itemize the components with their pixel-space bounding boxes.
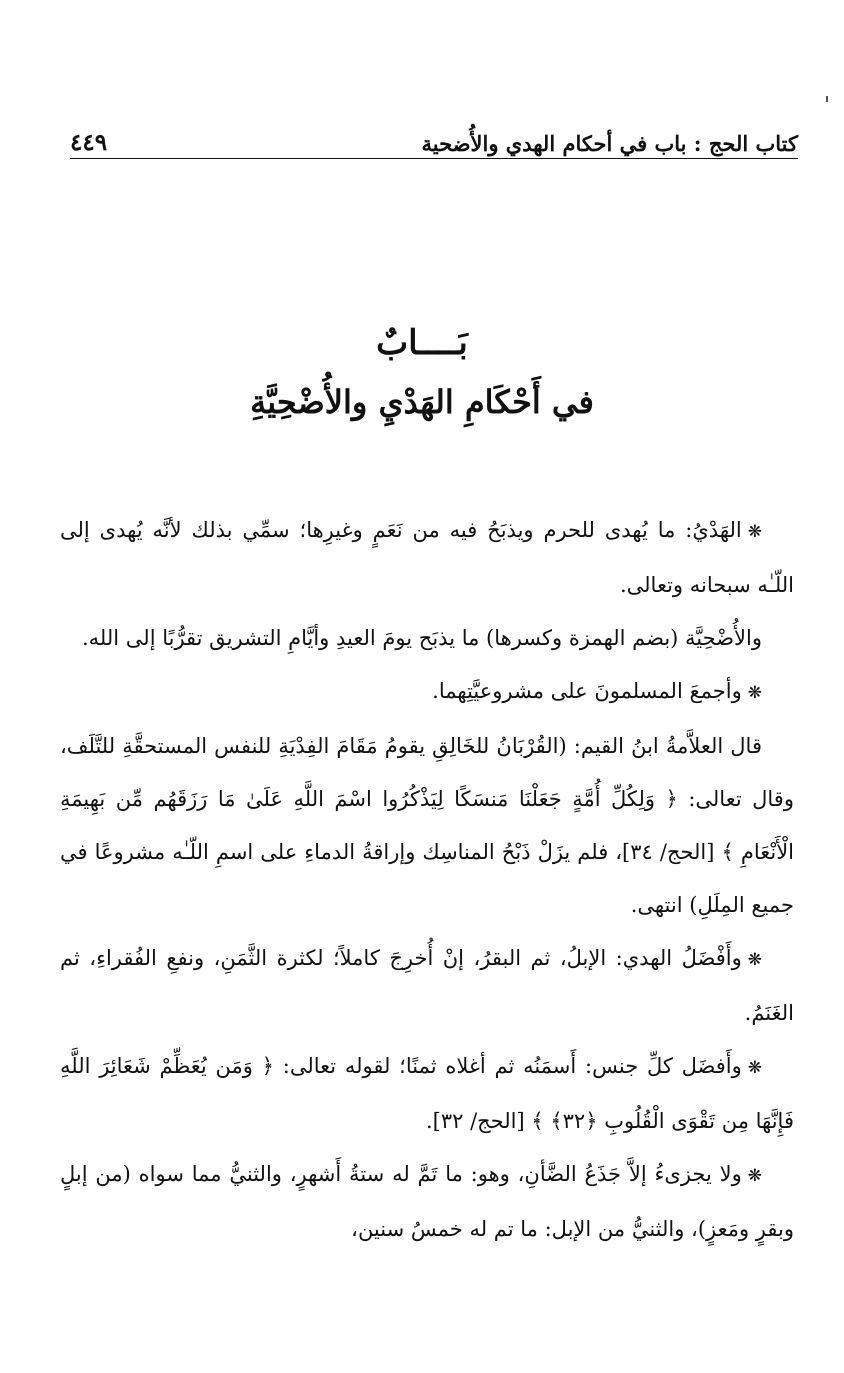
paragraph-text: [الحج/ ٣٢].	[425, 1109, 532, 1133]
paragraph-text: والأُضْحِيَّة (بضم الهمزة وكسرها) ما يذبَح يومَ العيدِ وأيَّامِ التشريق تقرُّبًا إلى الله.	[82, 626, 762, 650]
paragraph-ibn-qayyim-quote	[60, 720, 794, 932]
paragraph-text: وأجمعَ المسلمونَ على مشروعيَّتِهما.	[432, 679, 742, 703]
header-rule	[70, 158, 798, 159]
paragraph-text: وأَفْضَلُ الهدي: الإبلُ، ثم البقرُ، إنْ أُخرِجَ كاملاً؛ لكثرة الثَّمَنِ، ونفعِ الفُقراءِ، ثم الغَنَمُ.	[60, 946, 794, 1025]
chapter-title: في أَحْكَامِ الهَدْيِ والأُضْحِيَّةِ	[250, 383, 594, 421]
body-text	[60, 504, 794, 1256]
paragraph-age-rules	[60, 1148, 794, 1256]
star-icon: ❋	[747, 683, 762, 703]
paragraph-text: [الحج/ ٣٤]، فلم يزَلْ ذَبْحُ المناسِك وإراقةُ الدماءِ على اسمِ اللّـٰه مشروعًا في جميع المِلَلِ) انتهى.	[60, 840, 794, 917]
quran-verse: ﴿ وَلِكُلِّ أُمَّةٍ جَعَلْنَا مَنسَكًا لِيَذْكُرُوا اسْمَ اللَّهِ عَلَىٰ مَا رَزَقَهُم مِّن بَهِيمَةِ الْأَنْعَامِ ﴾	[60, 787, 795, 864]
chapter-heading	[60, 320, 784, 430]
star-icon: ❋	[747, 1058, 763, 1078]
star-icon: ❋	[747, 1166, 762, 1186]
star-icon: ❋	[747, 522, 762, 542]
paragraph-hady-definition	[60, 504, 794, 612]
paragraph-text: قال العلاَّمةُ ابنُ القيم: (القُرْبَانُ للخَالِقِ يقومُ مَقَامَ الفِدْيَةِ للنفس المستحقَّةِ للتَّلَف، وقال تعالى:	[60, 734, 794, 811]
paragraph-text: الهَدْيُ: ما يُهدى للحرم ويذبَحُ فيه من نَعَمٍ وغيرِها؛ سمِّي بذلك لأنَّه يُهدى إلى اللّـٰه سبحانه وتعالى.	[60, 518, 794, 597]
paragraph-text: ولا يجزىءُ إلاَّ جَذَعُ الضَّأنِ، وهو: ما تَمَّ له ستةُ أَشهرٍ، والثنيُّ مما سواه (من إبلٍ وبقرٍ ومَعزٍ)، والثنيُّ من الإبل: ما تم له خمسُ سنين،	[60, 1162, 794, 1241]
paragraph-best-hady	[60, 932, 794, 1040]
scan-speck	[826, 96, 828, 102]
star-icon: ❋	[747, 950, 762, 970]
paragraph-consensus	[60, 665, 794, 720]
paragraph-udhiya-definition	[60, 612, 794, 665]
quran-verse: ﴿ وَمَن يُعَظِّمْ شَعَائِرَ اللَّهِ فَإِنَّهَا مِن تَقْوَى الْقُلُوبِ ﴿٣٢﴾ ﴾	[60, 1054, 794, 1133]
page-header	[70, 118, 798, 156]
paragraph-text: وأَفضَل كلِّ جنس: أَسمَنُه ثم أغلاه ثمنًا؛ لقوله تعالى:	[273, 1054, 742, 1078]
chapter-word: بَــــابٌ	[376, 323, 468, 363]
page-number: ٤٤٩	[70, 129, 108, 156]
running-title: كتاب الحج : باب في أحكام الهدي والأُضحية	[421, 131, 798, 156]
paragraph-best-of-kind	[60, 1040, 794, 1148]
